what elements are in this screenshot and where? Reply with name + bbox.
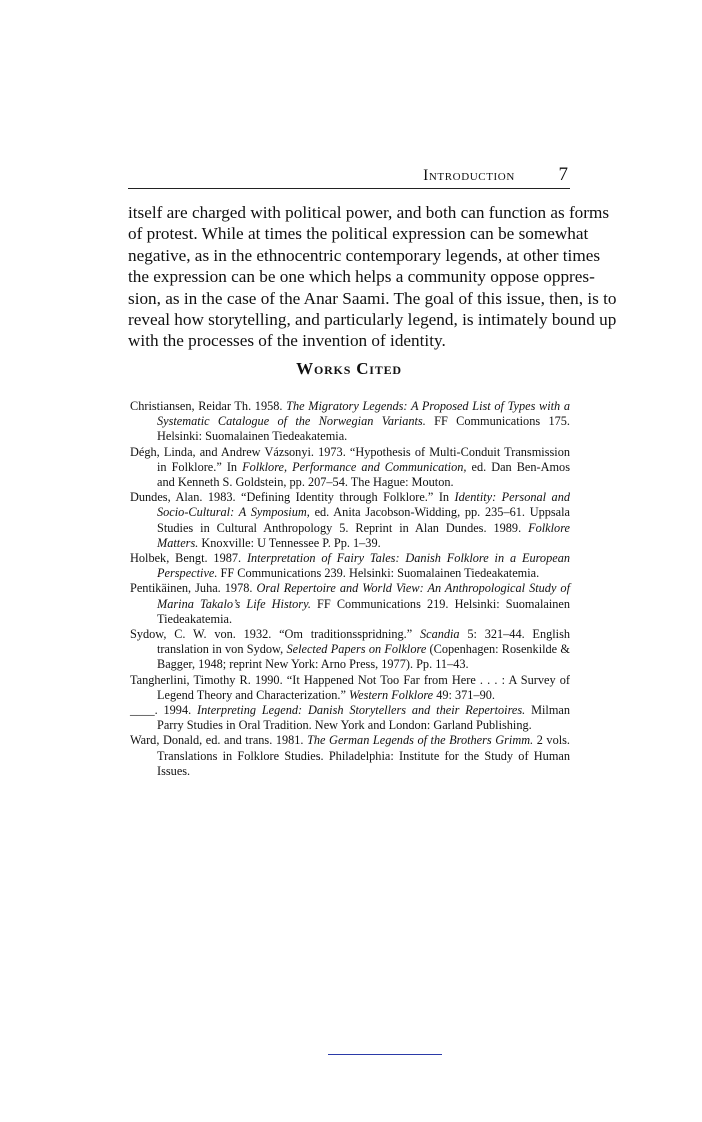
page-number: 7	[558, 164, 568, 185]
body-line: the expression can be one which helps a community oppose oppres-	[128, 267, 595, 287]
body-line: sion, as in the case of the Anar Saami. The goal of this issue, then, is to	[128, 288, 617, 308]
reference-entry: ____. 1994. Interpreting Legend: Danish Storytellers and their Repertoires. Milman Parry Studies in Oral Tradition. New York and London: Garland Publishing.	[130, 703, 571, 733]
body-line: of protest. While at times the political expression can be somewhat	[128, 224, 589, 244]
reference-entry: Sydow, C. W. von. 1932. “Om traditionsspridning.” Scandia 5: 321–44. English translation in von Sydow, Selected Papers on Folklore (Copenhagen: Rosenkilde & Bagger, 1948; reprint New York: Arno Press, 1977). Pp. 11–43.	[130, 627, 571, 672]
footer-divider	[328, 1054, 442, 1055]
body-line: reveal how storytelling, and particularly legend, is intimately bound up	[128, 310, 617, 330]
reference-entry: Dundes, Alan. 1983. “Defining Identity through Folklore.” In Identity: Personal and Socio-Cultural: A Symposium, ed. Anita Jacobson-Widding, pp. 235–61. Uppsala Studies in Cultural Anthropology 5. Reprint in Alan Dundes. 1989. Folklore Matters. Knoxville: U Tennessee P. Pp. 1–39.	[130, 490, 570, 550]
reference-entry: Pentikäinen, Juha. 1978. Oral Repertoire and World View: An Anthropological Study of Marina Takalo’s Life History. FF Communications 219. Helsinki: Suomalainen Tiedeakatemia.	[130, 581, 570, 626]
running-header	[128, 164, 570, 189]
reference-entry: Christiansen, Reidar Th. 1958. The Migratory Legends: A Proposed List of Types with a Systematic Catalogue of the Norwegian Variants. FF Communications 175. Helsinki: Suomalainen Tiedeakatemia.	[130, 399, 570, 444]
works-cited-list	[130, 399, 570, 779]
reference-entry: Tangherlini, Timothy R. 1990. “It Happened Not Too Far from Here . . . : A Survey of Legend Theory and Characterization.” Western Folklore 49: 371–90.	[130, 672, 570, 702]
body-line: itself are charged with political power, and both can function as forms	[128, 203, 610, 222]
works-cited-heading: Works Cited	[296, 359, 402, 378]
body-paragraph	[128, 202, 617, 352]
running-head-title: Introduction	[423, 167, 515, 184]
reference-entry: Holbek, Bengt. 1987. Interpretation of Fairy Tales: Danish Folklore in a European Perspective. FF Communications 239. Helsinki: Suomalainen Tiedeakatemia.	[130, 551, 570, 581]
reference-entry: Ward, Donald, ed. and trans. 1981. The German Legends of the Brothers Grimm. 2 vols. Translations in Folklore Studies. Philadelphia: Institute for the Study of Human Issues.	[130, 733, 571, 778]
body-line: with the processes of the invention of identity.	[128, 331, 446, 351]
reference-entry: Dégh, Linda, and Andrew Vázsonyi. 1973. “Hypothesis of Multi-Conduit Transmission in Folklore.” In Folklore, Performance and Communication, ed. Dan Ben-Amos and Kenneth S. Goldstein, pp. 207–54. The Hague: Mouton.	[130, 444, 570, 490]
body-line: negative, as in the ethnocentric contemporary legends, at other times	[128, 245, 601, 265]
